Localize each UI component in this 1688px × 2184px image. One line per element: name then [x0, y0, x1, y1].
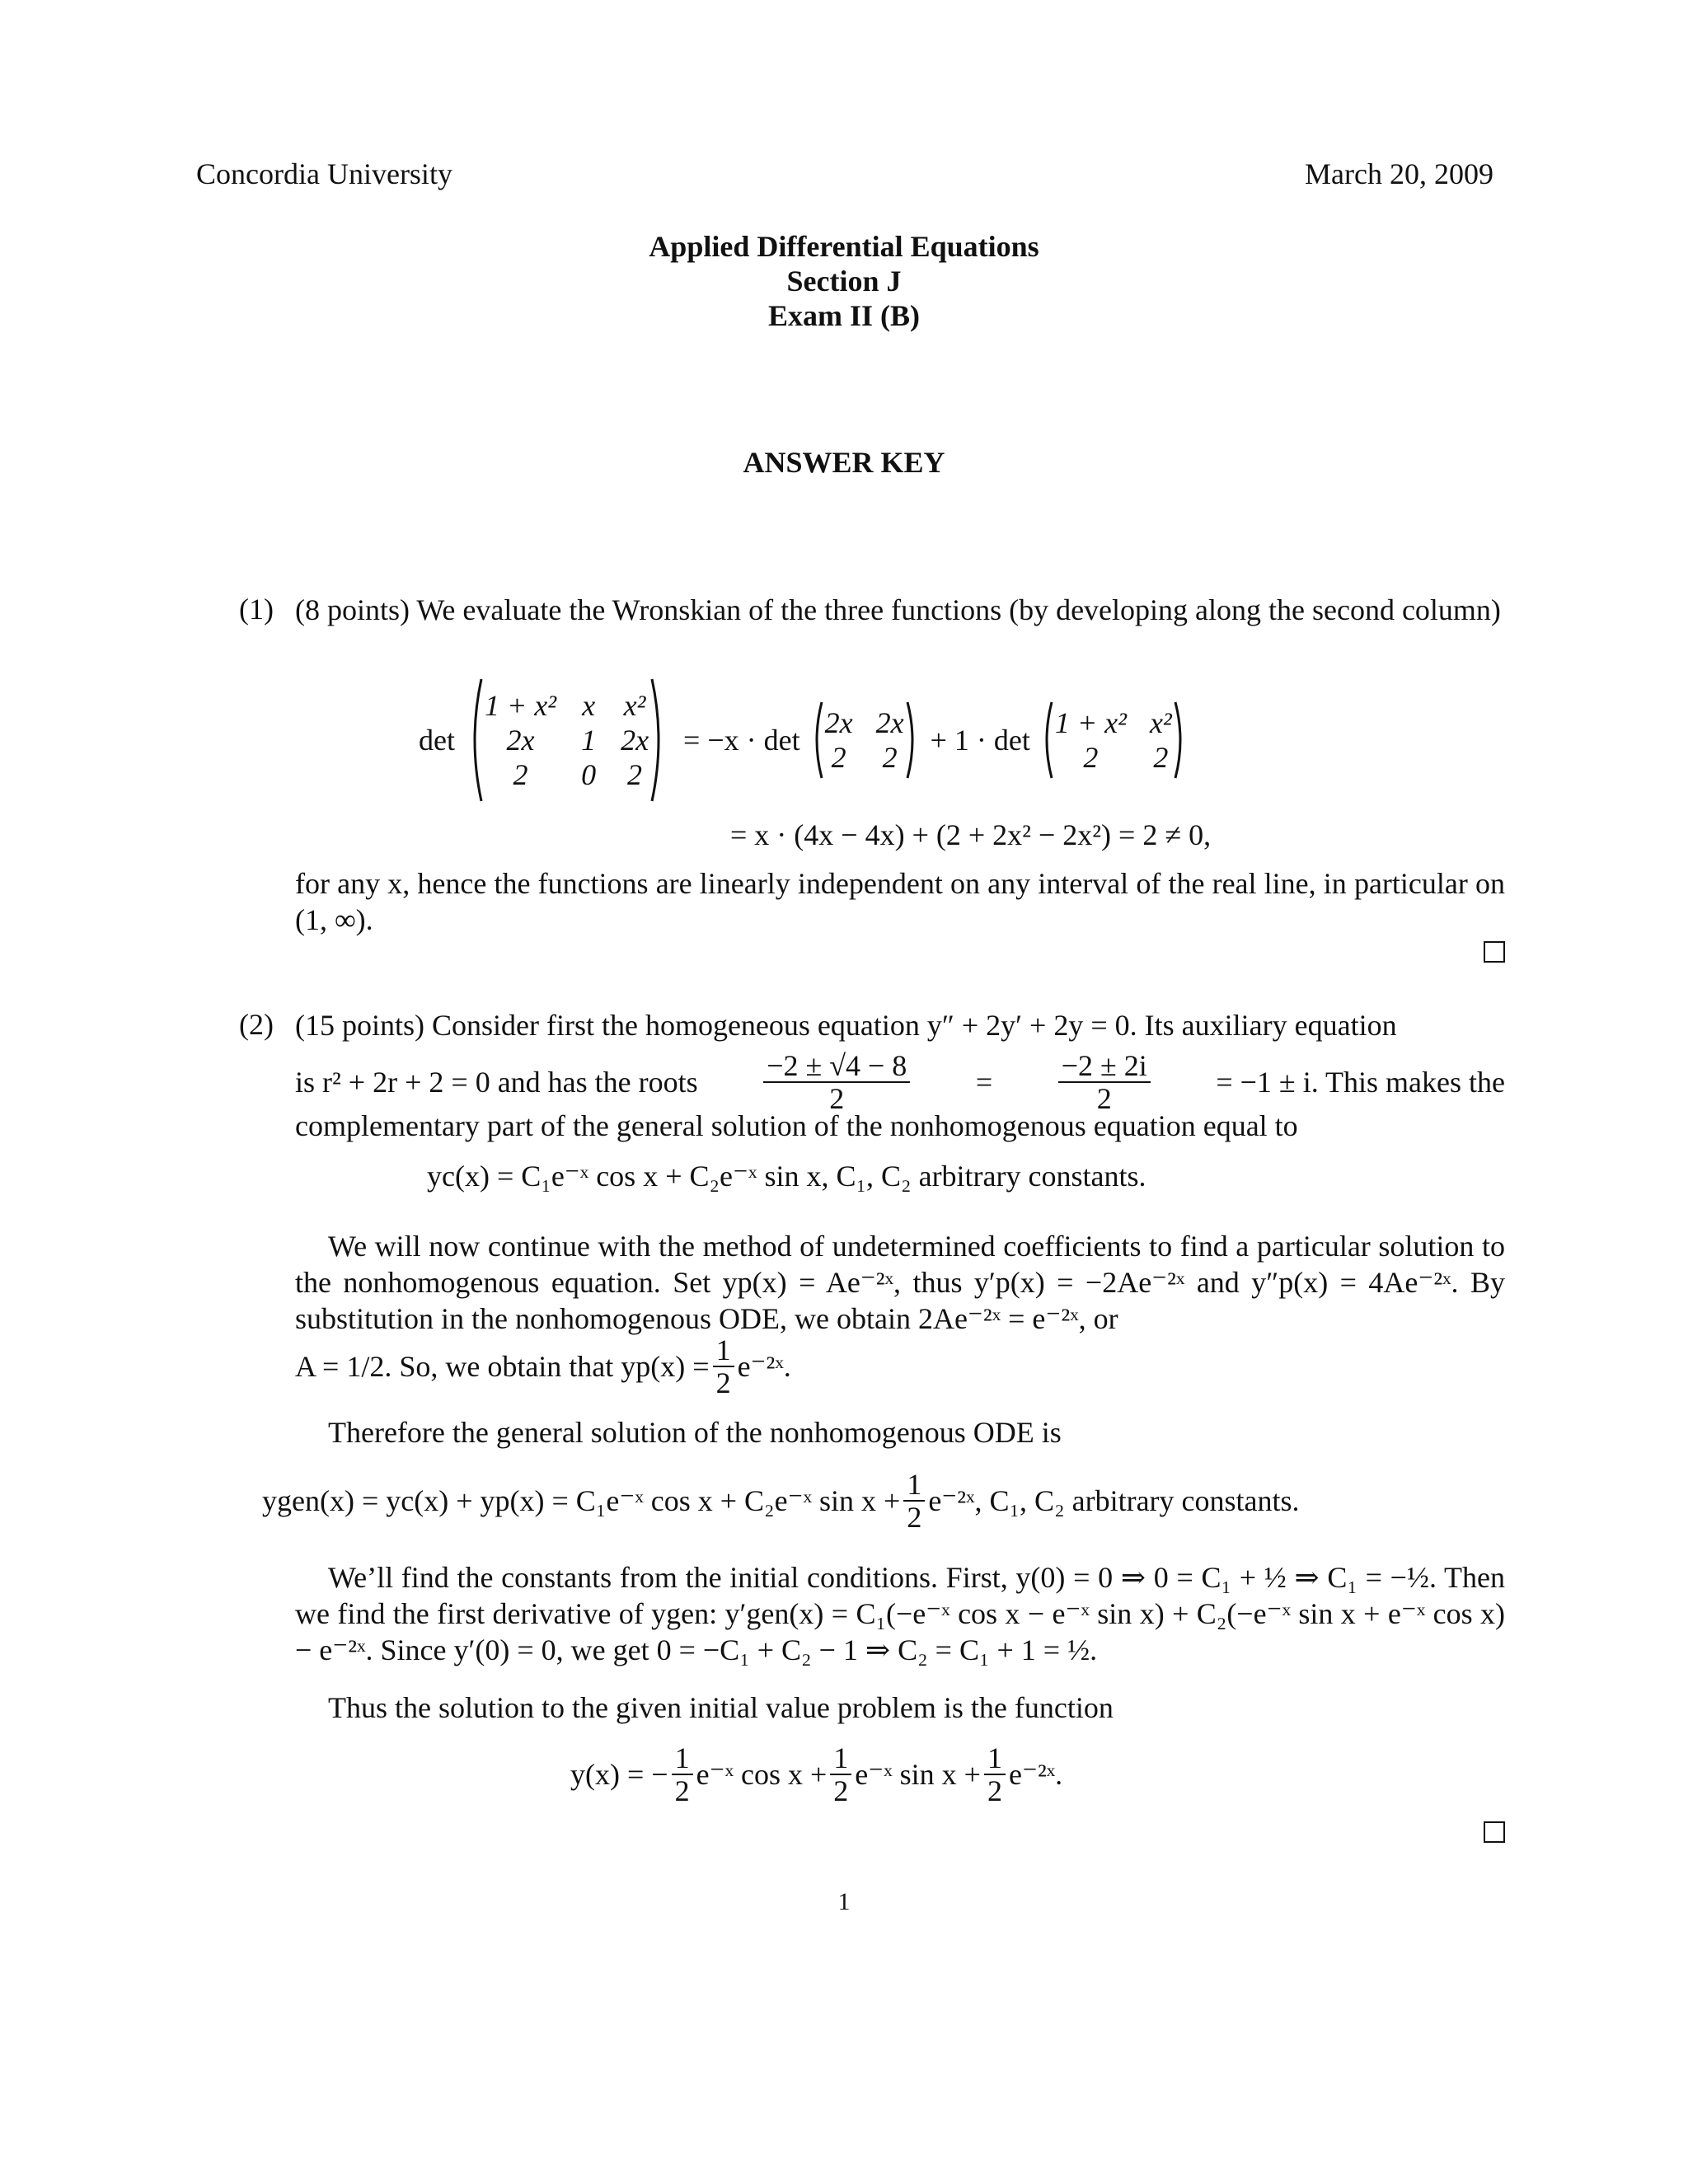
wronskian-matrix [485, 688, 649, 792]
fraction-numerator: 1 [713, 1334, 734, 1367]
institution: Concordia University [196, 157, 452, 190]
det-label: det [419, 724, 455, 757]
matrix-cell: 2 [882, 741, 898, 774]
course-title: Applied Differential Equations [649, 230, 1039, 263]
one-half-fraction [830, 1742, 851, 1807]
yp-text: A = 1/2. So, we obtain that yp(x) = [295, 1350, 710, 1383]
minor-matrix-2 [1055, 705, 1172, 775]
final-term-3: e⁻²ˣ. [1008, 1758, 1063, 1791]
fraction-denominator: 2 [833, 1774, 849, 1807]
one-half-fraction [713, 1334, 734, 1399]
matrix-cell: 1 + x² [1054, 706, 1127, 739]
fraction-denominator: 2 [715, 1366, 731, 1399]
right-paren [1172, 699, 1189, 781]
matrix-cell: 2x [621, 724, 649, 757]
one-half-fraction [672, 1742, 693, 1807]
matrix-cell: 2 [627, 758, 643, 791]
auxiliary-equation: is r² + 2r + 2 = 0 and has the roots [295, 1066, 698, 1099]
fraction-denominator: 2 [1096, 1082, 1112, 1115]
q2-initial-conditions: We’ll find the constants from the initial conditions. First, y(0) = 0 ⇒ 0 = C₁ + ½ ⇒ C₁ = −½. Then we find the first derivative of ygen: y′gen(x) = C₁(−e⁻ˣ cos x − e⁻ˣ sin x) + C₂(−e⁻ˣ sin x + e⁻ˣ cos x) − e⁻²ˣ. Since y′(0) = 0, we get 0 = −C₁ + C₂ − 1 ⇒ C₂ = C₁ + 1 = ½. [295, 1561, 1505, 1666]
left-paren [809, 699, 825, 781]
qed-square [1484, 941, 1505, 963]
fraction-numerator: −2 ± √4 − 8 [763, 1050, 910, 1083]
q2-label: (2) [239, 1008, 274, 1041]
matrix-cell: 2 [513, 758, 528, 791]
q2-complementary: complementary part of the general solution of the nonhomogenous equation equal to [295, 1109, 1298, 1142]
fraction-denominator: 2 [987, 1774, 1002, 1807]
roots-fraction-simplified [1058, 1050, 1151, 1114]
matrix-cell: 2x [824, 706, 853, 739]
one-half-fraction [903, 1469, 925, 1533]
roots-fraction [763, 1050, 910, 1114]
q2-undetermined-coefficients: We will now continue with the method of undetermined coefficients to find a particular solution to the nonhomogenous equation. Set yp(x) = Ae⁻²ˣ, thus y′p(x) = −2Ae⁻²ˣ and y″p(x) = 4Ae⁻²ˣ. By substitution in the nonhomogenous ODE, we obtain 2Ae⁻²ˣ = e⁻²ˣ, or [295, 1230, 1505, 1335]
matrix-cell: 2x [875, 706, 904, 739]
fraction-denominator: 2 [674, 1774, 690, 1807]
matrix-cell: 0 [581, 758, 597, 791]
wronskian-result: = x · (4x − 4x) + (2 + 2x² − 2x²) = 2 ≠ 0, [730, 818, 1212, 851]
q2-homogeneous: (15 points) Consider first the homogeneous equation y″ + 2y′ + 2y = 0. Its auxiliary equation [295, 1009, 1397, 1042]
ygen-equation [262, 1464, 1300, 1538]
matrix-cell: 1 + x² [484, 689, 557, 722]
yc-equation: yc(x) = C₁e⁻ˣ cos x + C₂e⁻ˣ sin x, C₁, C₂ arbitrary constants. [427, 1160, 1146, 1193]
yp-result [295, 1333, 791, 1399]
minor-matrix-1 [825, 705, 904, 775]
ygen-tail: e⁻²ˣ, C₁, C₂ arbitrary constants. [928, 1484, 1300, 1517]
fraction-numerator: 1 [672, 1742, 693, 1775]
q2-general-solution-intro: Therefore the general solution of the nonhomogenous ODE is [328, 1416, 1062, 1449]
date: March 20, 2009 [1305, 157, 1493, 190]
fraction-numerator: 1 [830, 1742, 851, 1775]
page-number: 1 [837, 1888, 851, 1915]
final-term-2: e⁻ˣ sin x + [855, 1758, 981, 1791]
exam-title: Exam II (B) [767, 299, 920, 332]
matrix-cell: 2 [1153, 741, 1169, 774]
final-solution [570, 1737, 1062, 1811]
final-lhs: y(x) = − [570, 1758, 668, 1791]
fraction-numerator: 1 [903, 1469, 925, 1502]
q1-intro: (8 points) We evaluate the Wronskian of the three functions (by developing along the second column) [295, 593, 1501, 626]
final-term-1: e⁻ˣ cos x + [696, 1758, 828, 1791]
q1-label: (1) [239, 593, 274, 626]
matrix-cell: 2 [831, 741, 846, 774]
equals-sign: = [975, 1066, 993, 1099]
yp-exponential: e⁻²ˣ. [737, 1350, 791, 1383]
answer-key-heading: ANSWER KEY [743, 446, 945, 479]
matrix-cell: 2 [1083, 741, 1099, 774]
ygen-text: ygen(x) = yc(x) + yp(x) = C₁e⁻ˣ cos x + C₂e⁻ˣ sin x + [262, 1484, 901, 1517]
fraction-denominator: 2 [907, 1501, 922, 1534]
q2-solution-intro: Thus the solution to the given initial value problem is the function [328, 1691, 1114, 1724]
left-paren [465, 676, 485, 804]
q1-conclusion: for any x, hence the functions are linearly independent on any interval of the real line, in particular on (1, ∞). [295, 867, 1505, 936]
fraction-numerator: −2 ± 2i [1058, 1050, 1151, 1083]
wronskian-equation [419, 674, 1189, 806]
matrix-cell: x² [1149, 706, 1172, 739]
fraction-denominator: 2 [829, 1082, 845, 1115]
qed-square [1484, 1821, 1505, 1843]
fraction-numerator: 1 [984, 1742, 1006, 1775]
left-paren [1039, 699, 1055, 781]
minus-x-det: = −x · det [683, 724, 800, 757]
matrix-cell: x² [623, 689, 646, 722]
matrix-cell: 1 [581, 724, 597, 757]
roots-value: = −1 ± i. This makes the [1216, 1066, 1505, 1099]
section-title: Section J [786, 265, 902, 298]
matrix-cell: 2x [506, 724, 535, 757]
plus-one-det: + 1 · det [930, 724, 1030, 757]
one-half-fraction [984, 1742, 1006, 1807]
right-paren [649, 676, 668, 804]
matrix-cell: x [582, 689, 596, 722]
right-paren [904, 699, 921, 781]
